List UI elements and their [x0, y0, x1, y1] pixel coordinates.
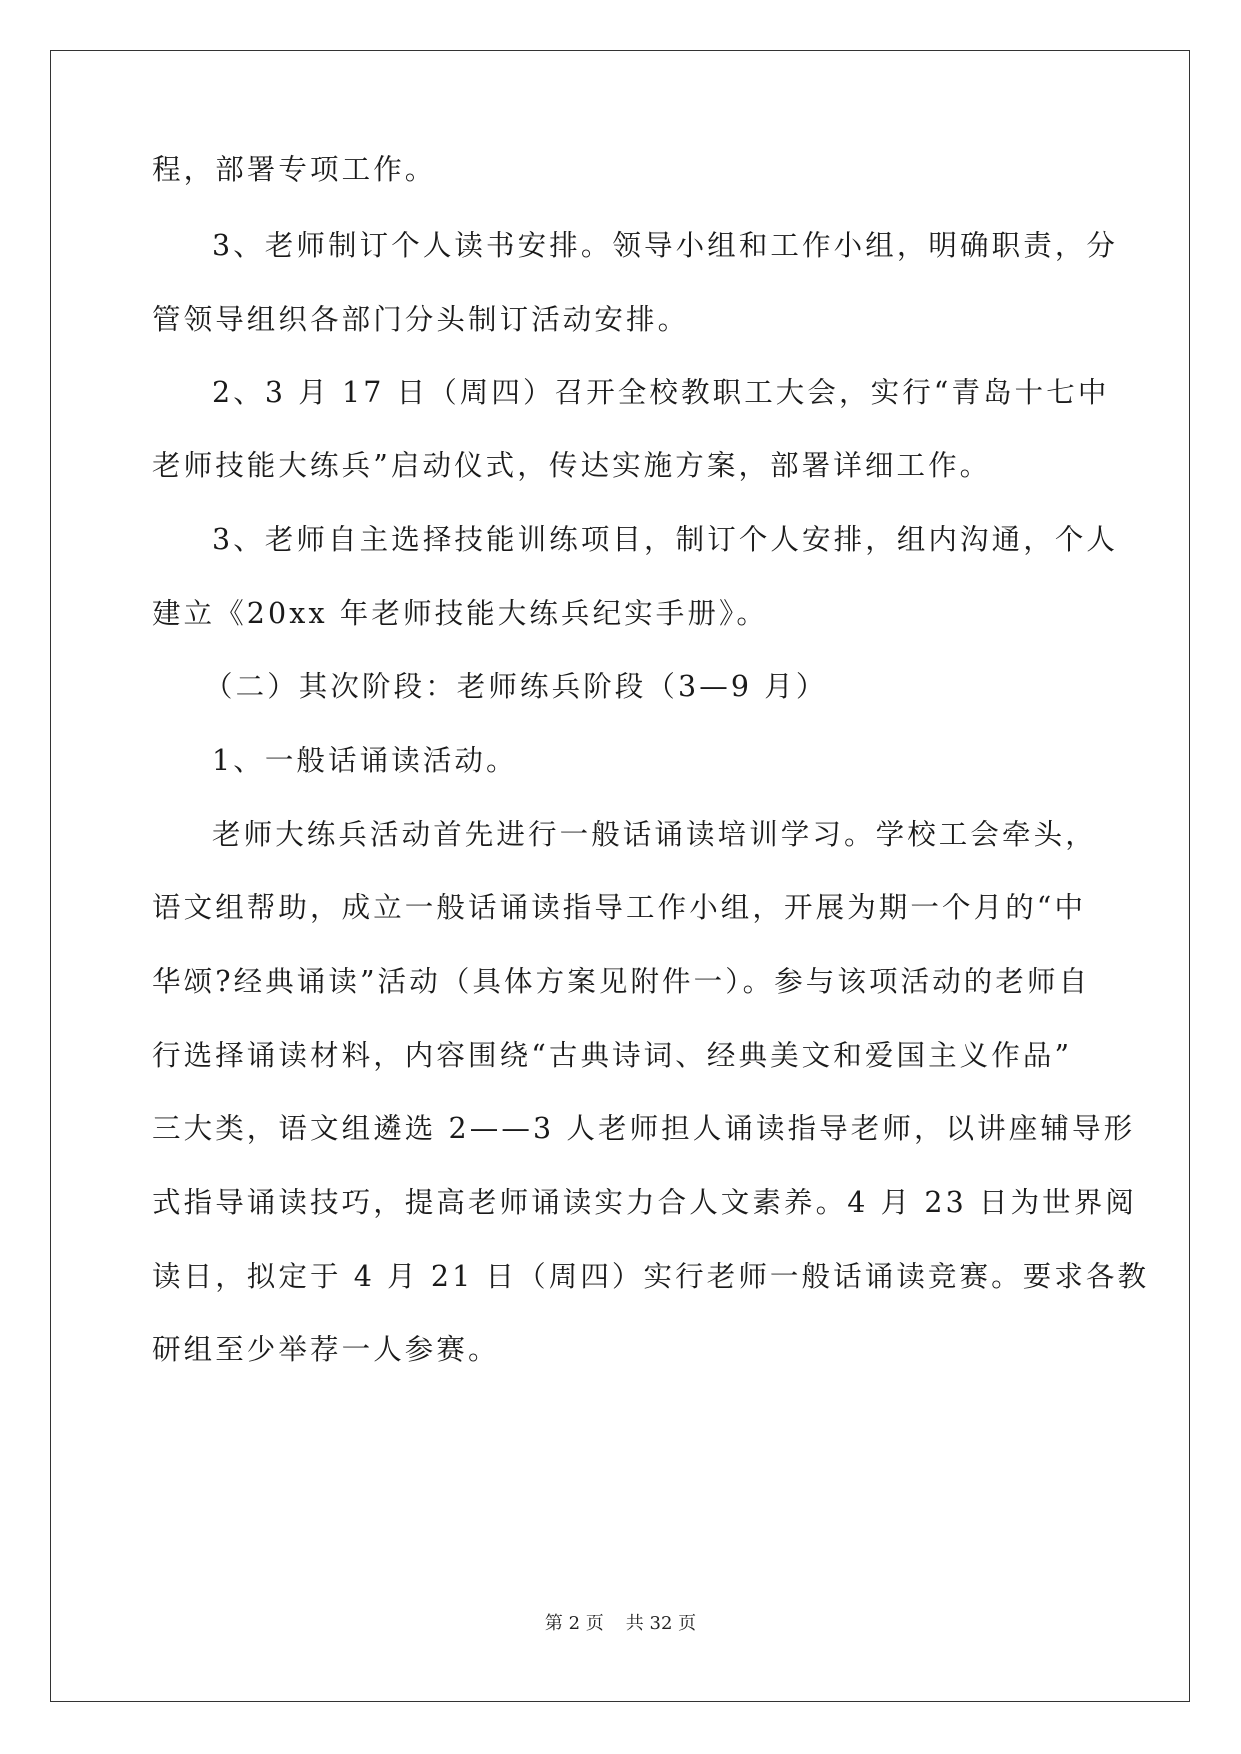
page-total: 共 32 页: [625, 1613, 697, 1634]
section-heading: （二）其次阶段：老师练兵阶段（3—9 月）: [204, 670, 828, 703]
paragraph-line: 行选择诵读材料，内容围绕“古典诗词、经典美文和爱国主义作品”: [152, 1039, 1073, 1072]
paragraph-line: 读日，拟定于 4 月 21 日（周四）实行老师一般话诵读竞赛。要求各教: [152, 1260, 1150, 1293]
paragraph-line: 3、老师制订个人读书安排。领导小组和工作小组，明确职责，分: [212, 229, 1119, 262]
paragraph-line: 式指导诵读技巧，提高老师诵读实力合人文素养。4 月 23 日为世界阅: [152, 1186, 1137, 1219]
page-border: [50, 50, 1190, 1702]
paragraph-line: 华颂?经典诵读”活动（具体方案见附件一）。参与该项活动的老师自: [152, 965, 1091, 998]
item-heading: 1、一般话诵读活动。: [212, 744, 518, 777]
page-footer: [0, 1612, 1241, 1636]
paragraph-line: 2、3 月 17 日（周四）召开全校教职工大会，实行“青岛十七中: [212, 376, 1110, 409]
paragraph-line: 3、老师自主选择技能训练项目，制订个人安排，组内沟通，个人: [212, 523, 1119, 556]
paragraph-line: 三大类，语文组遴选 2——3 人老师担人诵读指导老师，以讲座辅导形: [152, 1112, 1136, 1145]
paragraph-line: 老师大练兵活动首先进行一般话诵读培训学习。学校工会牵头，: [212, 818, 1097, 851]
paragraph-line: 管领导组织各部门分头制订活动安排。: [152, 303, 690, 336]
paragraph-line: 老师技能大练兵”启动仪式，传达实施方案，部署详细工作。: [152, 449, 992, 482]
page-number: 第 2 页: [544, 1613, 604, 1634]
paragraph-line: 程，部署专项工作。: [152, 153, 437, 186]
paragraph-line: 建立《20xx 年老师技能大练兵纪实手册》。: [152, 597, 768, 630]
paragraph-line: 研组至少举荐一人参赛。: [152, 1333, 500, 1366]
paragraph-line: 语文组帮助，成立一般话诵读指导工作小组，开展为期一个月的“中: [152, 891, 1087, 924]
